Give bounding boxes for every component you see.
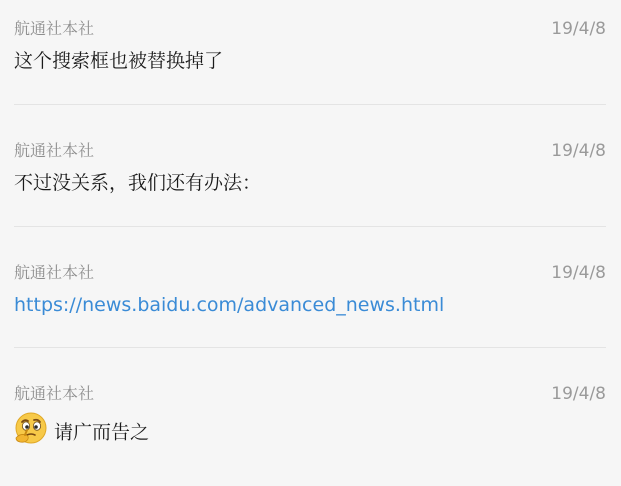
message-time: 19/4/8 xyxy=(551,141,606,161)
message-divider xyxy=(14,104,606,105)
thinking-face-emoji-icon xyxy=(14,411,48,454)
message-sender: 航通社本社 xyxy=(14,19,95,38)
message-divider xyxy=(14,347,606,348)
message-text: 这个搜索框也被替换掉了 xyxy=(14,50,224,72)
message-sender: 航通社本社 xyxy=(14,384,95,403)
message-content xyxy=(14,411,601,454)
message-time: 19/4/8 xyxy=(551,384,606,404)
message-item xyxy=(0,0,621,121)
message-sender: 航通社本社 xyxy=(14,263,95,282)
message-divider xyxy=(14,226,606,227)
message-time: 19/4/8 xyxy=(551,19,606,39)
message-sender: 航通社本社 xyxy=(14,141,95,160)
message-text: 请广而告之 xyxy=(54,421,150,444)
message-item xyxy=(0,365,621,486)
message-text: 不过没关系，我们还有办法： xyxy=(14,172,262,194)
message-link[interactable]: https://news.baidu.com/advanced_news.html xyxy=(14,294,445,316)
message-time: 19/4/8 xyxy=(551,263,606,283)
message-item xyxy=(0,122,621,243)
